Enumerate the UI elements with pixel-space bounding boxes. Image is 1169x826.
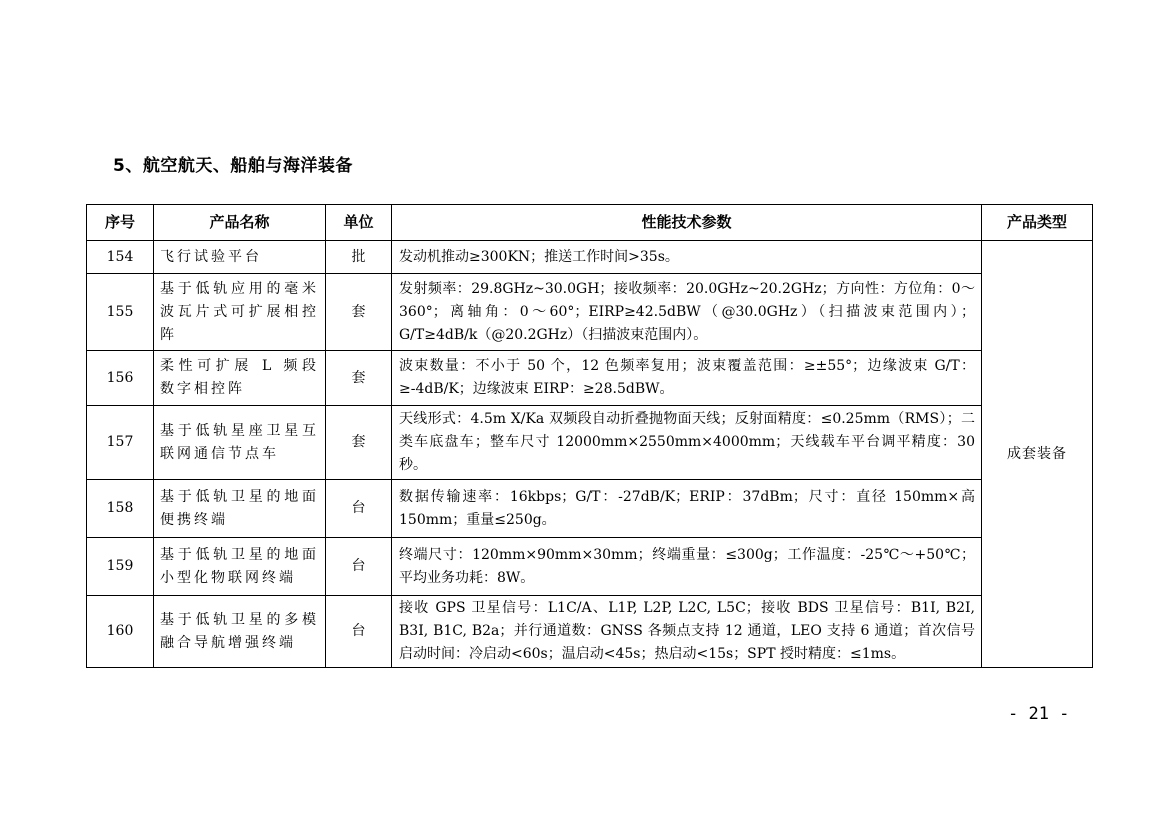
row-unit: 台 — [326, 596, 392, 668]
row-performance: 接收 GPS 卫星信号：L1C/A、L1P, L2P, L2C, L5C；接收 BDS 卫星信号：B1I, B2I, B3I, B1C, B2a；并行通道数：GNSS 各频点支持 12 通道，LEO 支持 6 通道；首次信号启动时间：冷启动<60s；温启动<45s；热启动<15s；SPT 授时精度：≤1ms。 — [392, 596, 982, 668]
row-name: 基于低轨星座卫星互联网通信节点车 — [154, 406, 326, 480]
row-performance: 发射频率：29.8GHz~30.0GH；接收频率：20.0GHz~20.2GHz；方向性：方位角：0～360°；离轴角：0～60°；EIRP≥42.5dBW（@30.0GHz）（扫描波束范围内）；G/T≥4dB/k（@20.2GHz）（扫描波束范围内）。 — [392, 274, 982, 351]
row-name: 基于低轨卫星的地面小型化物联网终端 — [154, 538, 326, 596]
row-performance: 终端尺寸：120mm×90mm×30mm；终端重量：≤300g；工作温度：-25℃～+50℃；平均业务功耗：8W。 — [392, 538, 982, 596]
row-unit: 套 — [326, 351, 392, 406]
row-unit: 套 — [326, 406, 392, 480]
table-row — [87, 538, 1093, 596]
row-name: 飞行试验平台 — [154, 241, 326, 274]
row-performance: 波束数量：不小于 50 个，12 色频率复用；波束覆盖范围：≥±55°；边缘波束 G/T：≥-4dB/K；边缘波束 EIRP：≥28.5dBW。 — [392, 351, 982, 406]
section-title: 5、航空航天、船舶与海洋装备 — [113, 156, 353, 176]
row-no: 160 — [87, 596, 154, 668]
row-performance: 数据传输速率：16kbps；G/T：-27dB/K；ERIP：37dBm；尺寸：直径 150mm×高 150mm；重量≤250g。 — [392, 480, 982, 538]
row-unit: 台 — [326, 480, 392, 538]
row-performance: 发动机推动≥300KN；推送工作时间>35s。 — [392, 241, 982, 274]
row-performance: 天线形式：4.5m X/Ka 双频段自动折叠抛物面天线；反射面精度：≤0.25mm（RMS）；二类车底盘车；整车尺寸 12000mm×2550mm×4000mm；天线载车平台调平精度：30 秒。 — [392, 406, 982, 480]
product-type-cell: 成套装备 — [982, 241, 1093, 668]
row-no: 156 — [87, 351, 154, 406]
row-no: 154 — [87, 241, 154, 274]
table-row — [87, 241, 1093, 274]
header-no: 序号 — [87, 205, 154, 241]
table-header-row — [87, 205, 1093, 241]
table-row — [87, 274, 1093, 351]
row-unit: 台 — [326, 538, 392, 596]
row-name: 基于低轨卫星的地面便携终端 — [154, 480, 326, 538]
row-no: 158 — [87, 480, 154, 538]
table-row — [87, 406, 1093, 480]
row-no: 157 — [87, 406, 154, 480]
row-name: 基于低轨应用的毫米波瓦片式可扩展相控阵 — [154, 274, 326, 351]
row-name: 基于低轨卫星的多模融合导航增强终端 — [154, 596, 326, 668]
header-performance: 性能技术参数 — [392, 205, 982, 241]
header-type: 产品类型 — [982, 205, 1093, 241]
table-row — [87, 480, 1093, 538]
row-no: 159 — [87, 538, 154, 596]
table-row — [87, 351, 1093, 406]
row-name: 柔性可扩展 L 频段数字相控阵 — [154, 351, 326, 406]
header-unit: 单位 — [326, 205, 392, 241]
row-unit: 套 — [326, 274, 392, 351]
header-name: 产品名称 — [154, 205, 326, 241]
table-row — [87, 596, 1093, 668]
row-no: 155 — [87, 274, 154, 351]
page-number: - 21 - — [1008, 704, 1070, 724]
product-spec-table — [86, 204, 1093, 668]
row-unit: 批 — [326, 241, 392, 274]
